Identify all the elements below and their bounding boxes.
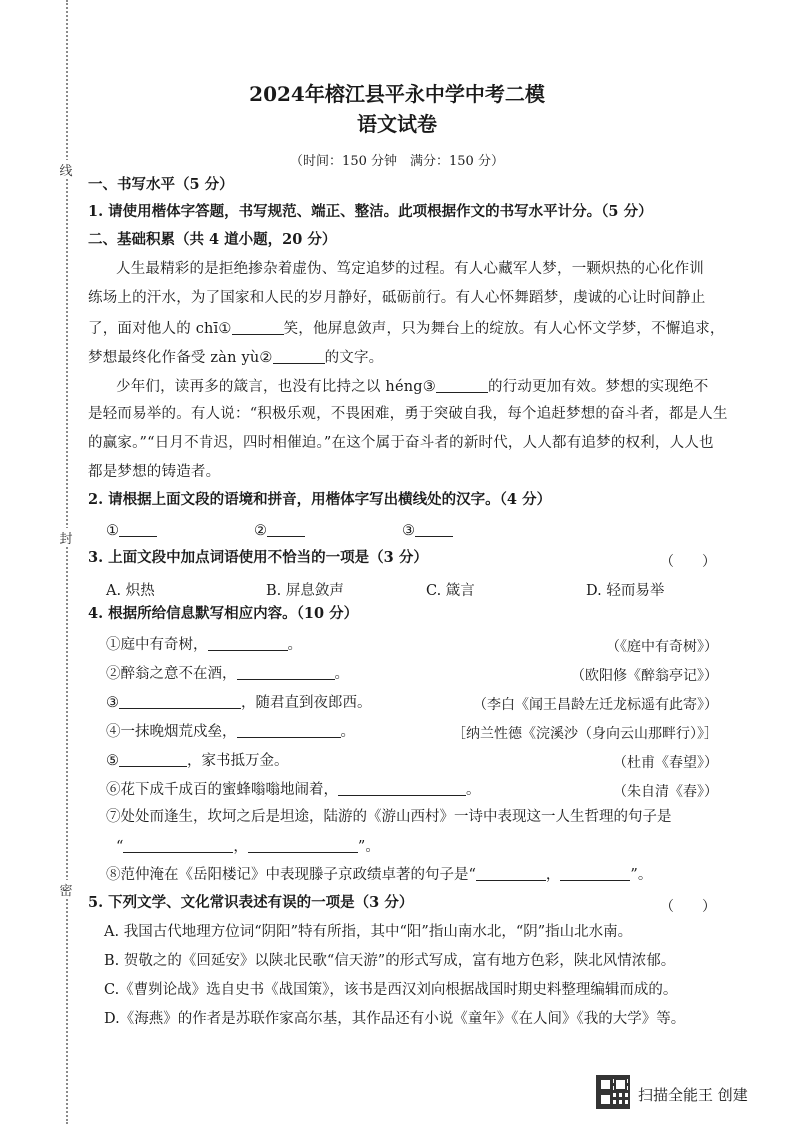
dictation-blank[interactable]: [237, 665, 335, 680]
dictation-item-7-blanks: “ ， ”。: [116, 839, 380, 855]
passage-line: [116, 378, 708, 395]
q2-blank-item: ①: [106, 522, 157, 539]
question-3: 3. 上面文段中加点词语使用不恰当的一项是（3 分）: [88, 549, 428, 566]
dictation-blank[interactable]: [119, 752, 187, 767]
answer-blank-1[interactable]: [232, 320, 284, 335]
q2-blank-item: ③: [402, 522, 453, 539]
dictation-item: ①庭中有奇树， 。: [106, 637, 302, 653]
dictation-source: （欧阳修《醉翁亭记》）: [571, 668, 718, 684]
q5-answer-paren[interactable]: （ ）: [660, 899, 716, 915]
passage-text: 笑，他屏息敛声，只为舞台上的绽放。有人心怀文学梦，不懈追求，: [283, 321, 725, 337]
section2-heading: 二、基础积累（共 4 道小题，20 分）: [88, 231, 337, 248]
passage-line: 人生最精彩的是拒绝掺杂着虚伪、笃定追梦的过程。有人心藏军人梦，一颗炽热的心化作训: [116, 261, 704, 277]
dictation-blank[interactable]: [338, 781, 466, 796]
q5-option-a[interactable]: A. 我国古代地理方位词“阴阳”特有所指，其中“阳”指山南水北，“阴”指山北水南。: [104, 924, 633, 940]
dictation-item-8: ⑧范仲淹在《岳阳楼记》中表现滕子京政绩卓著的句子是“ ， ”。: [106, 867, 653, 883]
dictation-blank[interactable]: [560, 866, 630, 881]
exam-subject: 语文试卷: [357, 112, 437, 136]
exam-time-info: （时间：150 分钟 满分：150 分）: [290, 154, 504, 169]
dictation-source: （李白《闻王昌龄左迁龙标遥有此寄》）: [473, 697, 718, 713]
binding-char: 封: [58, 528, 74, 547]
passage-line: [88, 349, 383, 366]
binding-char: 密: [58, 880, 74, 899]
dictation-blank[interactable]: [119, 694, 241, 709]
pinyin-blank-label: 少年们，读再多的箴言，也没有比持之以 héng③: [116, 379, 436, 395]
dictation-source: ［纳兰性德《浣溪沙（身向云山那畔行）》］: [452, 726, 718, 742]
exam-title: 2024年榕江县平永中学中考二模: [249, 82, 545, 106]
passage-line: 的赢家。”“日月不肯迟，四时相催迫。”在这个属于奋斗者的新时代，人人都有追梦的权利，人人也: [88, 435, 714, 451]
q3-option-b[interactable]: B. 屏息敛声: [266, 583, 344, 599]
dictation-blank[interactable]: [208, 636, 288, 651]
dictation-item: ⑤ ，家书抵万金。: [106, 753, 289, 769]
q3-option-c[interactable]: C. 箴言: [426, 583, 475, 599]
scanner-watermark: 扫描全能王 创建: [638, 1086, 748, 1104]
q3-option-d[interactable]: D. 轻而易举: [586, 583, 665, 599]
q2-answer-1[interactable]: [119, 522, 157, 537]
dictation-source: （朱自清《春》）: [613, 784, 718, 800]
question-5: 5. 下列文学、文化常识表述有误的一项是（3 分）: [88, 894, 414, 911]
dictation-blank[interactable]: [248, 838, 358, 853]
passage-text: 的行动更加有效。梦想的实现绝不: [487, 379, 709, 395]
qr-code-icon: [596, 1075, 630, 1109]
q5-option-b[interactable]: B. 贺敬之的《回延安》以陕北民歌“信天游”的形式写成，富有地方色彩，陕北风情浓郁。: [104, 953, 676, 969]
dictation-item: ⑥花下成千成百的蜜蜂嗡嗡地闹着， 。: [106, 782, 481, 798]
dictation-item: ③ ，随君直到夜郎西。: [106, 695, 372, 711]
passage-line: [88, 320, 725, 337]
passage-line: 练场上的汗水，为了国家和人民的岁月静好，砥砺前行。有人心怀舞蹈梦，虔诚的心让时间静止: [88, 290, 706, 306]
passage-text: 的文字。: [324, 350, 384, 366]
q3-option-a[interactable]: A. 炽热: [106, 583, 155, 599]
q3-answer-paren[interactable]: （ ）: [660, 554, 716, 570]
question-2: 2. 请根据上面文段的语境和拼音，用楷体字写出横线处的汉字。（4 分）: [88, 491, 552, 508]
q5-option-c[interactable]: C.《曹刿论战》选自史书《战国策》，该书是西汉刘向根据战国时期史料整理编辑而成的。: [104, 982, 678, 998]
dictation-item: ④一抹晚烟荒戍垒， 。: [106, 724, 355, 740]
answer-blank-3[interactable]: [436, 378, 488, 393]
passage-line: 都是梦想的铸造者。: [88, 464, 221, 480]
q2-answer-2[interactable]: [267, 522, 305, 537]
section1-heading: 一、书写水平（5 分）: [88, 176, 234, 193]
dictation-item: ②醉翁之意不在酒， 。: [106, 666, 349, 682]
dictation-blank[interactable]: [123, 838, 233, 853]
pinyin-blank-label: 梦想最终化作备受 zàn yù②: [88, 350, 273, 366]
q2-answer-3[interactable]: [415, 522, 453, 537]
dictation-source: （杜甫《春望》）: [613, 755, 718, 771]
binding-char: 线: [58, 160, 74, 179]
dictation-blank[interactable]: [237, 723, 341, 738]
dictation-item-7: ⑦处处而逢生，坎坷之后是坦途，陆游的《游山西村》一诗中表现这一人生哲理的句子是: [106, 809, 672, 825]
q2-blank-item: ②: [254, 522, 305, 539]
question-4: 4. 根据所给信息默写相应内容。（10 分）: [88, 605, 359, 622]
pinyin-blank-label: 了，面对他人的 chī①: [88, 321, 232, 337]
answer-blank-2[interactable]: [273, 349, 325, 364]
dictation-source: （《庭中有奇树》）: [606, 639, 718, 655]
q5-option-d[interactable]: D.《海燕》的作者是苏联作家高尔基，其作品还有小说《童年》《在人间》《我的大学》等。: [104, 1011, 686, 1027]
passage-line: 是轻而易举的。有人说：“积极乐观，不畏困难，勇于突破自我，每个追赶梦想的奋斗者，都是人生: [88, 406, 728, 422]
dictation-blank[interactable]: [476, 866, 546, 881]
question-1: 1. 请使用楷体字答题，书写规范、端正、整洁。此项根据作文的书写水平计分。（5 分）: [88, 203, 653, 220]
